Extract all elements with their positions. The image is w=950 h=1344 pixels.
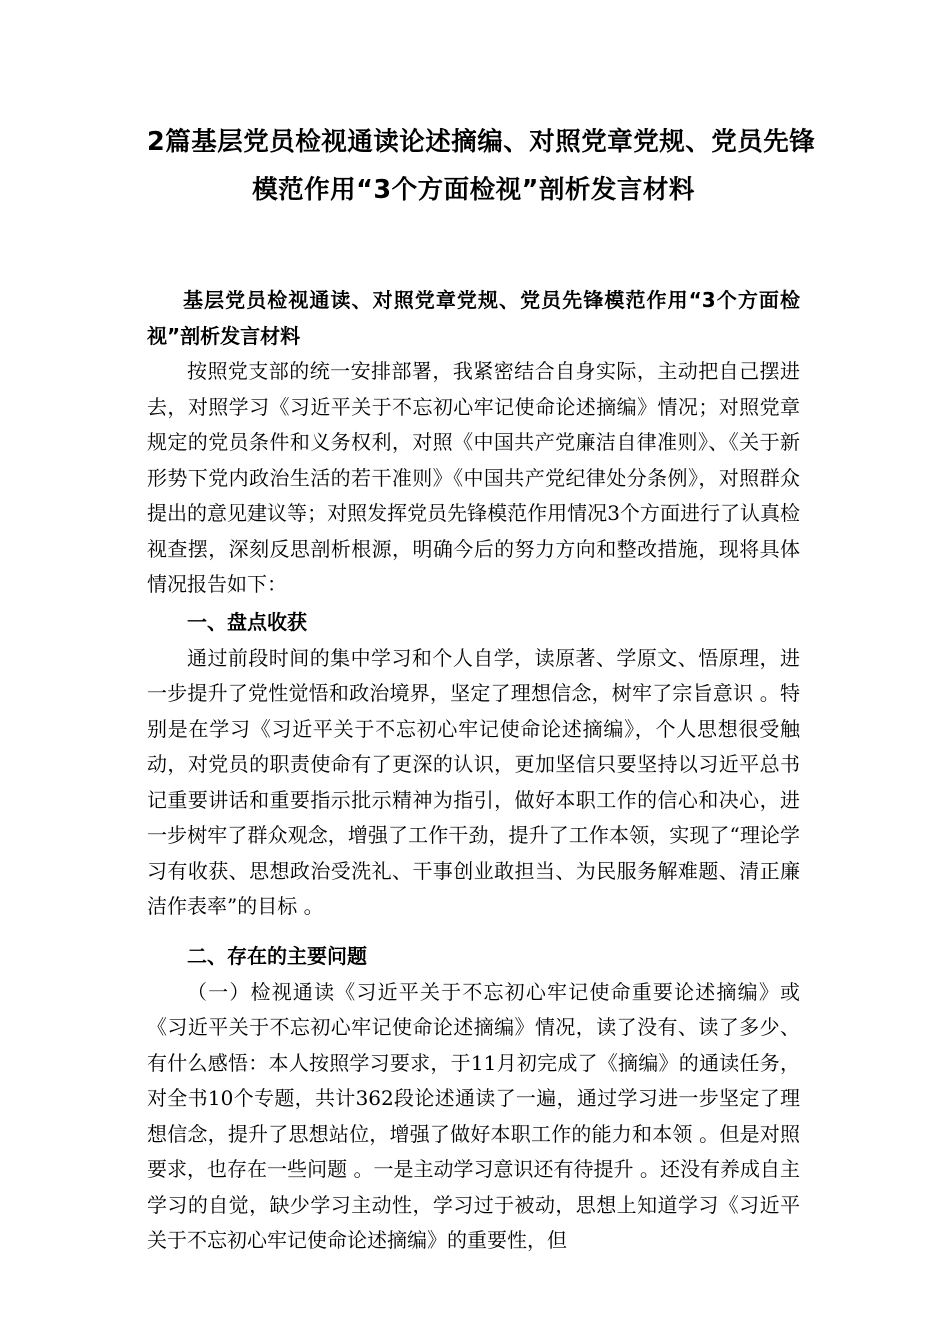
document-subtitle: 基层党员检视通读、对照党章党规、党员先锋模范作用“3个方面检视”剖析发言材料: [147, 288, 800, 348]
section-1-paragraph: 通过前段时间的集中学习和个人自学，读原著、学原文、悟原理，进一步提升了党性觉悟和政治境界，坚定了理想信念，树牢了宗旨意识 。特别是在学习《习近平关于不忘初心牢记使命论述摘编》，个人思想很受触动，对党员的职责使命有了更深的认识，更加坚信只要坚持以习近平总书记重要讲话和重要指示批示精神为指引，做好本职工作的信心和决心，进一步树牢了群众观念，增强了工作干劲，提升了工作本领，实现了“理论学习有收获、思想政治受洗礼、干事创业敢担当、为民服务解难题、清正廉洁作表率”的目标 。: [147, 645, 800, 918]
section-2-heading: 二、存在的主要问题: [187, 943, 367, 968]
intro-paragraph: 按照党支部的统一安排部署，我紧密结合自身实际，主动把自己摆进去，对照学习《习近平关于不忘初心牢记使命论述摘编》情况；对照党章规定的党员条件和义务权利，对照《中国共产党廉洁自律准则》、《关于新形势下党内政治生活的若干准则》《中国共产党纪律处分条例》，对照群众提出的意见建议等；对照发挥党员先锋模范作用情况3个方面进行了认真检视查摆，深刻反思剖析根源，明确今后的努力方向和整改措施，现将具体情况报告如下：: [147, 359, 800, 596]
document-title-line-1: 2篇基层党员检视通读论述摘编、对照党章党规、党员先锋: [147, 127, 816, 157]
section-2-paragraph: （一）检视通读《习近平关于不忘初心牢记使命重要论述摘编》或《习近平关于不忘初心牢记使命论述摘编》情况，读了没有、读了多少、有什么感悟：本人按照学习要求，于11月初完成了《摘编》的通读任务，对全书10个专题，共计362段论述通读了一遍，通过学习进一步坚定了理想信念，提升了思想站位，增强了做好本职工作的能力和本领 。但是对照要求，也存在一些问题 。一是主动学习意识还有待提升 。还没有养成自主学习的自觉，缺少学习主动性，学习过于被动，思想上知道学习《习近平关于不忘初心牢记使命论述摘编》的重要性，但: [147, 979, 800, 1252]
document-title: [147, 118, 816, 214]
document-title-line-2: 模范作用“3个方面检视”剖析发言材料: [252, 175, 695, 205]
section-1-heading: 一、盘点收获: [187, 609, 307, 634]
